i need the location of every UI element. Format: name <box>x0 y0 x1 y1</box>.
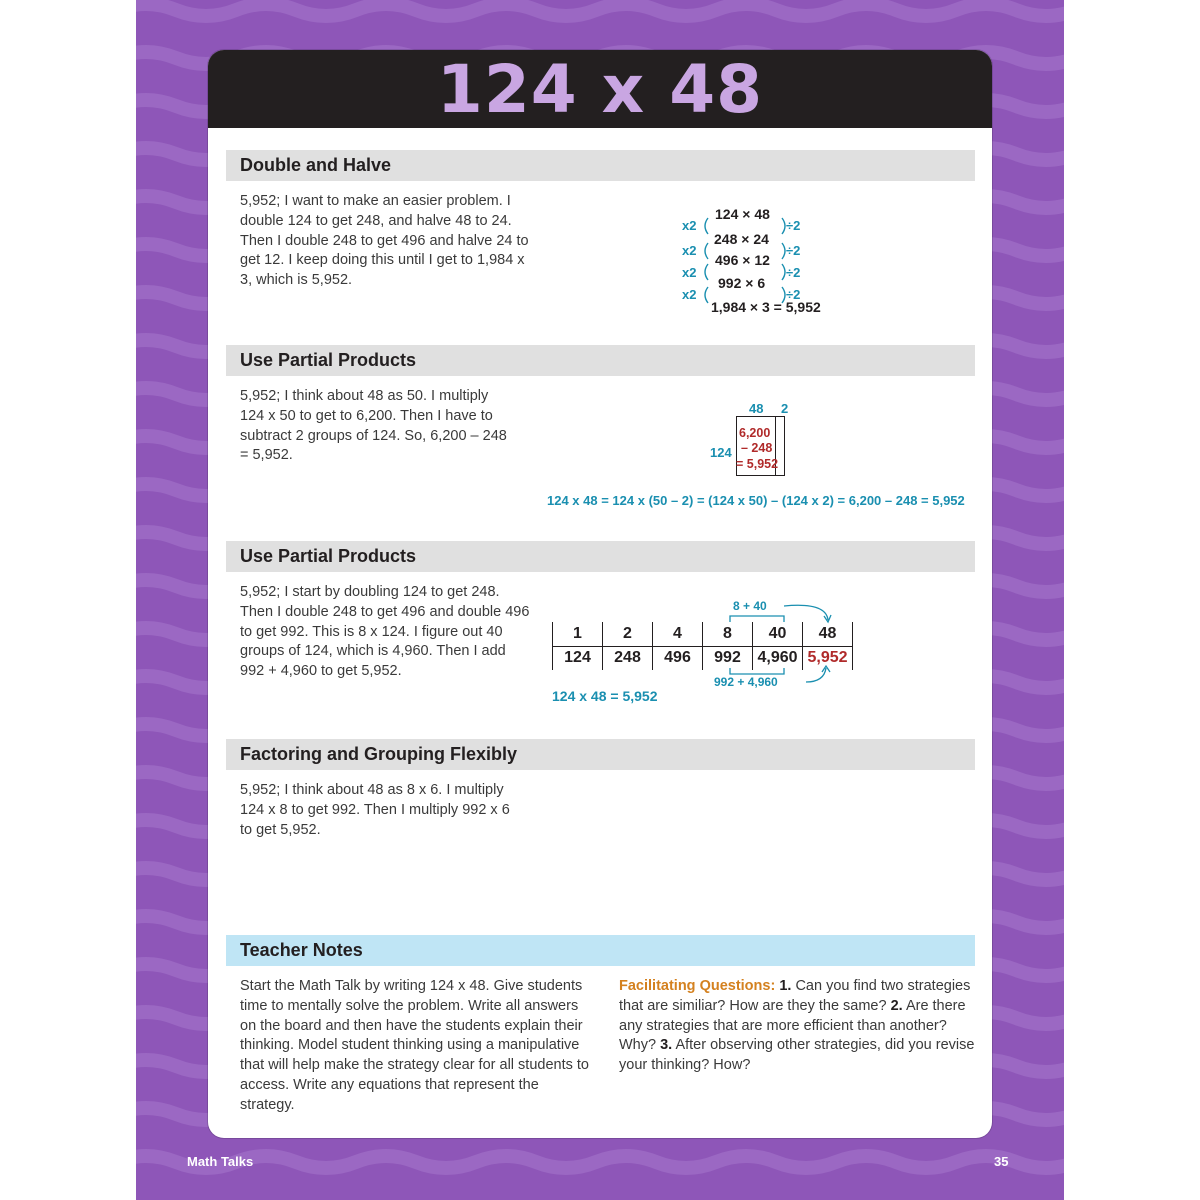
dh-row-2: 248 × 24 <box>714 231 769 247</box>
area-top-label: 48 <box>749 401 764 416</box>
section-heading-factoring: Factoring and Grouping Flexibly <box>226 739 975 770</box>
dh-left-op-1: x2 <box>682 218 697 233</box>
question-3-number: 3. <box>660 1037 673 1054</box>
ratio-cell: 8 <box>703 622 753 646</box>
dh-right-op-1: ÷2 <box>786 218 801 233</box>
question-3: After observing other strategies, did you revise your thinking? How? <box>619 1037 975 1074</box>
dh-row-5: 1,984 × 3 = 5,952 <box>711 299 821 315</box>
footer-page-number: 35 <box>994 1154 1009 1169</box>
facilitating-questions <box>619 977 979 1076</box>
area-top-small-label: 2 <box>781 401 789 416</box>
ratio-cell: 992 <box>703 646 753 670</box>
dh-row-1: 124 × 48 <box>715 206 770 222</box>
ratio-top-label: 8 + 40 <box>733 599 767 613</box>
facilitating-questions-label: Facilitating Questions: <box>619 978 776 994</box>
section-heading-partial-products-1: Use Partial Products <box>226 345 975 376</box>
dh-row-3: 496 × 12 <box>715 252 770 268</box>
teacher-notes-text: Start the Math Talk by writing 124 x 48. Give students time to mentally solve the problem. Write all answers on the board and then have the students explain their thinking. Model student thinking using a manipulative that will help make the strategy clear for all students to access. Write any equations that represent the strategy. <box>240 978 589 1113</box>
section-text-partial-products-1: 5,952; I think about 48 as 50. I multiply 124 x 50 to get to 6,200. Then I have to subtract 2 groups of 124. So, 6,200 – 248 = 5,952. <box>240 388 507 464</box>
ratio-cell: 248 <box>603 646 653 670</box>
ratio-cell: 48 <box>803 622 853 646</box>
ratio-cell: 4,960 <box>753 646 803 670</box>
page-title: 124 x 48 <box>436 51 764 128</box>
section-text-factoring: 5,952; I think about 48 as 8 x 6. I multiply 124 x 8 to get 992. Then I multiply 992 x 6 to get 5,952. <box>240 782 510 838</box>
partial-products-equation: 124 x 48 = 124 x (50 – 2) = (124 x 50) – (124 x 2) = 6,200 – 248 = 5,952 <box>547 493 965 508</box>
dh-right-op-2: ÷2 <box>786 243 801 258</box>
title-bar <box>208 50 992 128</box>
ratio-table <box>552 622 853 670</box>
ratio-cell: 1 <box>553 622 603 646</box>
dh-right-op-3: ÷2 <box>786 265 801 280</box>
wave-stripe <box>136 1156 1064 1168</box>
ratio-cell: 496 <box>653 646 703 670</box>
dh-brackets <box>700 210 800 310</box>
dh-left-op-2: x2 <box>682 243 697 258</box>
wave-stripe <box>136 4 1064 16</box>
section-heading-partial-products-2: Use Partial Products <box>226 541 975 572</box>
area-side-label: 124 <box>710 445 732 460</box>
dh-right-op-4: ÷2 <box>786 287 801 302</box>
ratio-cell-result: 5,952 <box>803 646 853 670</box>
content-card <box>208 50 992 1138</box>
area-line-2: – 248 <box>741 441 773 455</box>
question-2: Are there any strategies that are more efficient than another? Why? <box>619 997 966 1054</box>
ratio-cell: 124 <box>553 646 603 670</box>
section-text-partial-products-2: 5,952; I start by doubling 124 to get 248. Then I double 248 to get 496 and double 496 to get 992. This is 8 x 124. I figure out 40 groups of 124, which is 4,960. Then I add 992 + 4,960 to get 5,952. <box>240 584 530 680</box>
section-text-double-halve: 5,952; I want to make an easier problem. I double 124 to get 248, and halve 48 to 24. Then I double 248 to get 496 and halve 24 to get 12. I keep doing this until I get to 1,984 x 3, which is 5,952. <box>240 193 529 289</box>
question-1: Can you find two strategies that are similiar? How are they the same? <box>619 978 971 1014</box>
footer-book-title: Math Talks <box>187 1154 254 1169</box>
dh-left-op-4: x2 <box>682 287 697 302</box>
area-line-1: 6,200 <box>739 426 771 440</box>
dh-row-4: 992 × 6 <box>718 275 766 291</box>
ratio-cell: 40 <box>753 622 803 646</box>
teacher-notes-heading: Teacher Notes <box>226 935 975 966</box>
ratio-bottom-label: 992 + 4,960 <box>714 675 778 689</box>
section-heading-double-halve: Double and Halve <box>226 150 975 181</box>
dh-left-op-3: x2 <box>682 265 697 280</box>
area-line-3: = 5,952 <box>736 457 779 471</box>
ratio-cell: 4 <box>653 622 703 646</box>
question-2-number: 2. <box>890 997 903 1014</box>
ratio-cell: 2 <box>603 622 653 646</box>
ratio-equation: 124 x 48 = 5,952 <box>552 688 658 704</box>
question-1-number: 1. <box>779 978 792 994</box>
